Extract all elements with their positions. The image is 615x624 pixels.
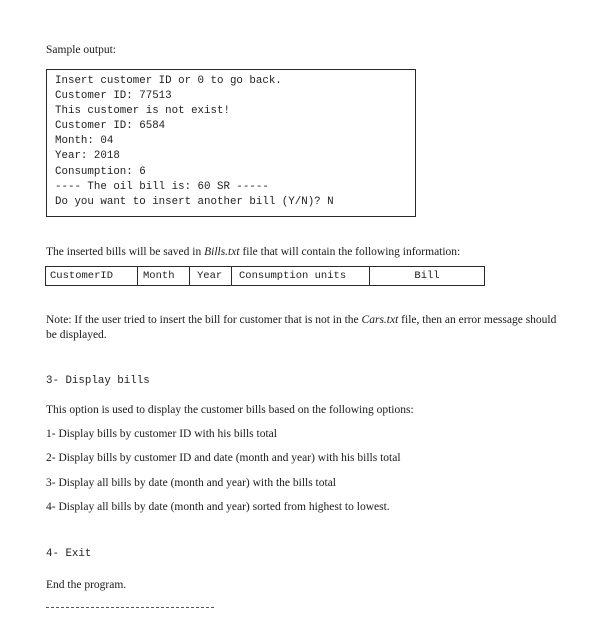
inserted-text-after: file that will contain the following information: [239, 246, 461, 258]
console-line: Consumption: 6 [55, 165, 146, 178]
console-line: Month: 04 [55, 135, 114, 148]
display-option: 2- Display bills by customer ID and date (month and year) with his bills total [46, 452, 401, 464]
dashed-divider [46, 607, 214, 608]
inserted-text-before: The inserted bills will be saved in [46, 246, 205, 258]
console-line: Insert customer ID or 0 to go back. [55, 75, 282, 87]
inserted-bills-paragraph [46, 246, 460, 258]
console-line: Year: 2018 [55, 150, 120, 163]
display-option: 1- Display bills by customer ID with his bills total [46, 428, 277, 440]
exit-description: End the program. [46, 579, 127, 591]
note-paragraph [46, 313, 566, 343]
column-month: Month [138, 267, 190, 285]
column-year: Year [190, 267, 232, 285]
display-option: 3- Display all bills by date (month and year) with the bills total [46, 477, 336, 489]
bills-file-name: Bills.txt [204, 246, 240, 258]
sample-console-output [46, 69, 416, 217]
display-bills-description: This option is used to display the customer bills based on the following options: [46, 404, 414, 416]
console-line: This customer is not exist! [55, 105, 230, 118]
display-option: 4- Display all bills by date (month and year) sorted from highest to lowest. [46, 501, 390, 513]
column-customer-id: CustomerID [46, 267, 138, 285]
column-bill: Bill [414, 270, 440, 282]
console-line: Customer ID: 77513 [55, 90, 172, 103]
console-line: Customer ID: 6584 [55, 120, 166, 133]
note-text-before: Note: If the user tried to insert the bill for customer that is not in the [46, 314, 362, 326]
console-line: Do you want to insert another bill (Y/N)? N [55, 195, 334, 208]
column-consumption-units: Consumption units [232, 267, 370, 285]
note-text-after: file, then an error message should be displayed. [46, 314, 557, 341]
exit-title: 4- Exit [46, 548, 92, 560]
display-bills-title: 3- Display bills [46, 375, 150, 387]
cars-file-name: Cars.txt [361, 314, 399, 326]
sample-output-heading: Sample output: [46, 44, 116, 56]
bill-fields-table [45, 266, 485, 286]
console-line: ---- The oil bill is: 60 SR ----- [55, 180, 269, 193]
